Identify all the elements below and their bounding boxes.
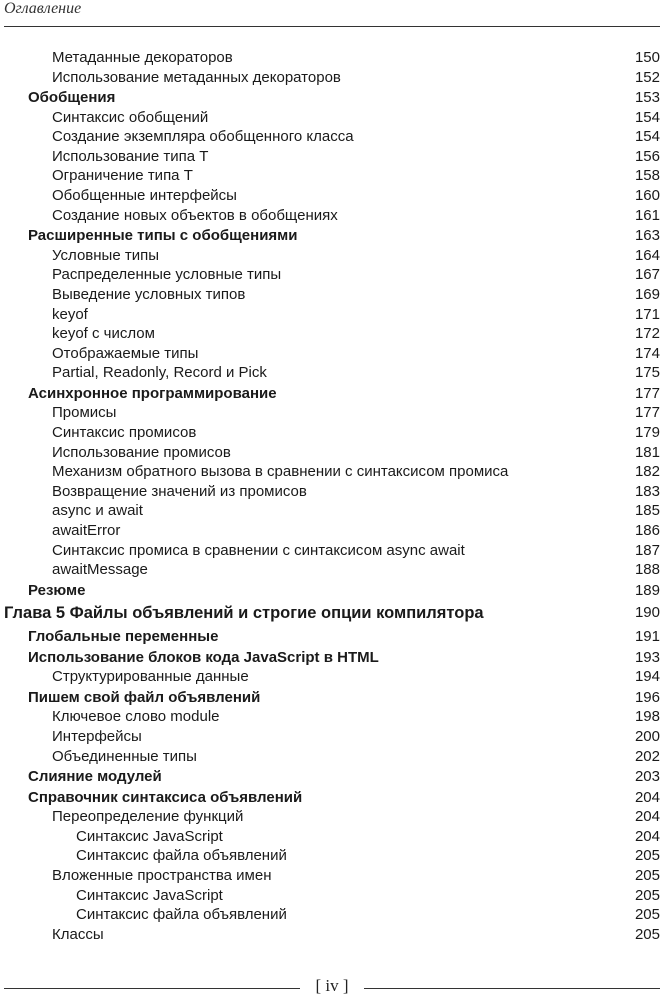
toc-subentry	[0, 905, 664, 925]
toc-entry	[0, 866, 664, 886]
toc-entry-page: 191	[634, 628, 660, 646]
toc-entry-page: 150	[634, 49, 660, 66]
toc-entry-title: Интерфейсы	[52, 727, 142, 745]
toc-entry-page: 179	[634, 424, 660, 441]
toc-entry	[0, 521, 664, 541]
toc-entry	[0, 265, 664, 285]
toc-entry	[0, 363, 664, 383]
footer-rule-right	[364, 988, 660, 989]
toc-entry-title: Возвращение значений из промисов	[52, 482, 307, 500]
toc-entry-title: Обобщенные интерфейсы	[52, 187, 237, 205]
toc-entry-title: Структурированные данные	[52, 668, 249, 686]
toc-subentry	[0, 827, 664, 847]
running-header-title: Оглавление	[4, 0, 82, 17]
header-rule	[4, 26, 660, 27]
toc-entry-title: Синтаксис промисов	[52, 424, 197, 441]
toc-entry-page: 177	[634, 384, 660, 402]
page-footer	[4, 976, 660, 998]
toc-entry-page: 167	[634, 266, 660, 284]
toc-entry	[0, 285, 664, 305]
toc-entry-page: 203	[634, 768, 660, 786]
toc-entry-page: 171	[634, 305, 660, 323]
toc-section	[0, 766, 664, 787]
toc-entry-page: 187	[634, 541, 660, 559]
toc-entry-title: Создание новых объектов в обобщениях	[52, 206, 338, 224]
toc-entry-page: 153	[634, 89, 660, 107]
toc-entry-title: keyof	[52, 305, 88, 323]
toc-entry-title: Отображаемые типы	[52, 344, 199, 362]
toc-entry-title: Синтаксис файла объявлений	[76, 906, 287, 924]
toc-chapter	[0, 600, 664, 626]
toc-entry-title: Справочник синтаксиса объявлений	[28, 788, 303, 806]
toc-section	[0, 787, 664, 808]
toc-entry-page: 163	[634, 227, 660, 245]
toc-entry	[0, 707, 664, 727]
toc-entry-page: 161	[634, 206, 660, 224]
toc-entry-title: Partial, Readonly, Record и Pick	[52, 364, 267, 382]
toc-entry-title: Глобальные переменные	[28, 628, 219, 646]
toc-entry	[0, 423, 664, 443]
toc-entry-title: Условные типы	[52, 246, 159, 264]
toc-entry-title: Ограничение типа T	[52, 167, 193, 185]
toc-entry-page: 196	[634, 688, 660, 706]
toc-entry-page: 175	[634, 364, 660, 382]
toc-entry-page: 182	[634, 463, 660, 481]
toc-entry-page: 152	[634, 68, 660, 86]
toc-entry-title: Механизм обратного вызова в сравнении с синтаксисом промиса	[52, 463, 509, 481]
toc-section	[0, 580, 664, 601]
toc-entry	[0, 807, 664, 827]
toc-entry-title: awaitError	[52, 521, 121, 539]
toc-entry-title: Использование промисов	[52, 443, 231, 461]
toc-entry-page: 185	[634, 502, 660, 520]
toc-entry-title: Асинхронное программирование	[28, 384, 277, 402]
toc-entry-page: 174	[634, 344, 660, 362]
toc-entry	[0, 462, 664, 482]
toc-entry-title: Метаданные декораторов	[52, 49, 233, 66]
table-of-contents	[0, 48, 664, 944]
toc-entry	[0, 68, 664, 88]
toc-entry-page: 190	[634, 604, 660, 622]
toc-entry-page: 154	[634, 128, 660, 146]
toc-entry-title: Распределенные условные типы	[52, 266, 282, 284]
toc-entry-title: Использование блоков кода JavaScript в HTML	[28, 648, 379, 666]
toc-entry-page: 181	[634, 443, 660, 461]
toc-entry-page: 177	[634, 404, 660, 422]
toc-entry	[0, 166, 664, 186]
toc-entry	[0, 501, 664, 521]
toc-entry	[0, 186, 664, 206]
toc-entry-page: 205	[634, 847, 660, 865]
toc-entry	[0, 127, 664, 147]
toc-entry-title: Переопределение функций	[52, 808, 244, 826]
toc-entry-title: Вложенные пространства имен	[52, 866, 272, 884]
toc-entry-page: 193	[634, 648, 660, 666]
toc-entry	[0, 305, 664, 325]
toc-entry-page: 189	[634, 581, 660, 599]
toc-entry-title: Пишем свой файл объявлений	[28, 688, 261, 706]
toc-section	[0, 383, 664, 404]
toc-entry-page: 202	[634, 747, 660, 765]
toc-subentry	[0, 886, 664, 906]
toc-entry-title: Синтаксис промиса в сравнении с синтаксисом async await	[52, 541, 465, 559]
toc-entry-title: Синтаксис обобщений	[52, 108, 209, 126]
toc-subentry	[0, 846, 664, 866]
toc-entry-title: Ключевое слово module	[52, 708, 220, 726]
toc-entry	[0, 541, 664, 561]
toc-entry-page: 205	[634, 906, 660, 924]
toc-entry-title: Резюме	[28, 581, 86, 599]
toc-section	[0, 626, 664, 647]
toc-entry	[0, 925, 664, 945]
toc-entry-page: 204	[634, 808, 660, 826]
toc-entry	[0, 747, 664, 767]
toc-entry-title: Синтаксис JavaScript	[76, 886, 223, 904]
toc-entry-page: 205	[634, 925, 660, 943]
toc-entry	[0, 48, 664, 68]
toc-entry-page: 198	[634, 708, 660, 726]
toc-entry-title: Классы	[52, 925, 104, 943]
toc-entry-page: 204	[634, 788, 660, 806]
toc-entry	[0, 443, 664, 463]
toc-entry-page: 164	[634, 246, 660, 264]
toc-entry	[0, 324, 664, 344]
toc-entry-title: awaitMessage	[52, 561, 148, 579]
toc-entry-page: 194	[634, 668, 660, 686]
toc-entry-title: Синтаксис файла объявлений	[76, 847, 287, 865]
footer-rule-left	[4, 988, 300, 989]
toc-entry-title: Слияние модулей	[28, 768, 162, 786]
toc-entry-page: 186	[634, 521, 660, 539]
toc-entry-title: async и await	[52, 502, 143, 520]
toc-entry-page: 160	[634, 187, 660, 205]
toc-entry-page: 205	[634, 866, 660, 884]
toc-entry	[0, 108, 664, 128]
toc-entry-title: Создание экземпляра обобщенного класса	[52, 128, 354, 146]
toc-entry	[0, 344, 664, 364]
toc-entry-title: keyof с числом	[52, 325, 155, 343]
toc-entry-page: 158	[634, 167, 660, 185]
toc-entry-title: Синтаксис JavaScript	[76, 827, 223, 845]
toc-entry-title: Объединенные типы	[52, 747, 197, 765]
toc-entry	[0, 403, 664, 423]
toc-entry	[0, 667, 664, 687]
page-header	[4, 0, 660, 30]
toc-entry-title: Расширенные типы с обобщениями	[28, 227, 298, 245]
toc-entry-title: Обобщения	[28, 89, 116, 107]
toc-entry-page: 172	[634, 325, 660, 343]
page-number: [ iv ]	[315, 976, 349, 995]
toc-section	[0, 687, 664, 708]
toc-entry-page: 169	[634, 285, 660, 303]
toc-entry-page: 200	[634, 727, 660, 745]
toc-entry-title: Использование типа T	[52, 147, 209, 165]
toc-section	[0, 225, 664, 246]
toc-entry	[0, 206, 664, 226]
toc-entry-page: 183	[634, 482, 660, 500]
toc-section	[0, 87, 664, 108]
toc-entry-title: Использование метаданных декораторов	[52, 68, 341, 86]
toc-entry	[0, 246, 664, 266]
toc-entry-page: 154	[634, 108, 660, 126]
toc-entry	[0, 560, 664, 580]
toc-entry	[0, 482, 664, 502]
toc-entry-page: 188	[634, 561, 660, 579]
toc-section	[0, 647, 664, 668]
toc-entry-title: Промисы	[52, 404, 117, 422]
toc-entry-page: 205	[634, 886, 660, 904]
toc-entry-title: Глава 5 Файлы объявлений и строгие опции компилятора	[4, 604, 484, 623]
toc-entry-title: Выведение условных типов	[52, 285, 246, 303]
toc-entry	[0, 727, 664, 747]
toc-entry-page: 204	[634, 827, 660, 845]
toc-entry	[0, 147, 664, 167]
toc-entry-page: 156	[634, 147, 660, 165]
